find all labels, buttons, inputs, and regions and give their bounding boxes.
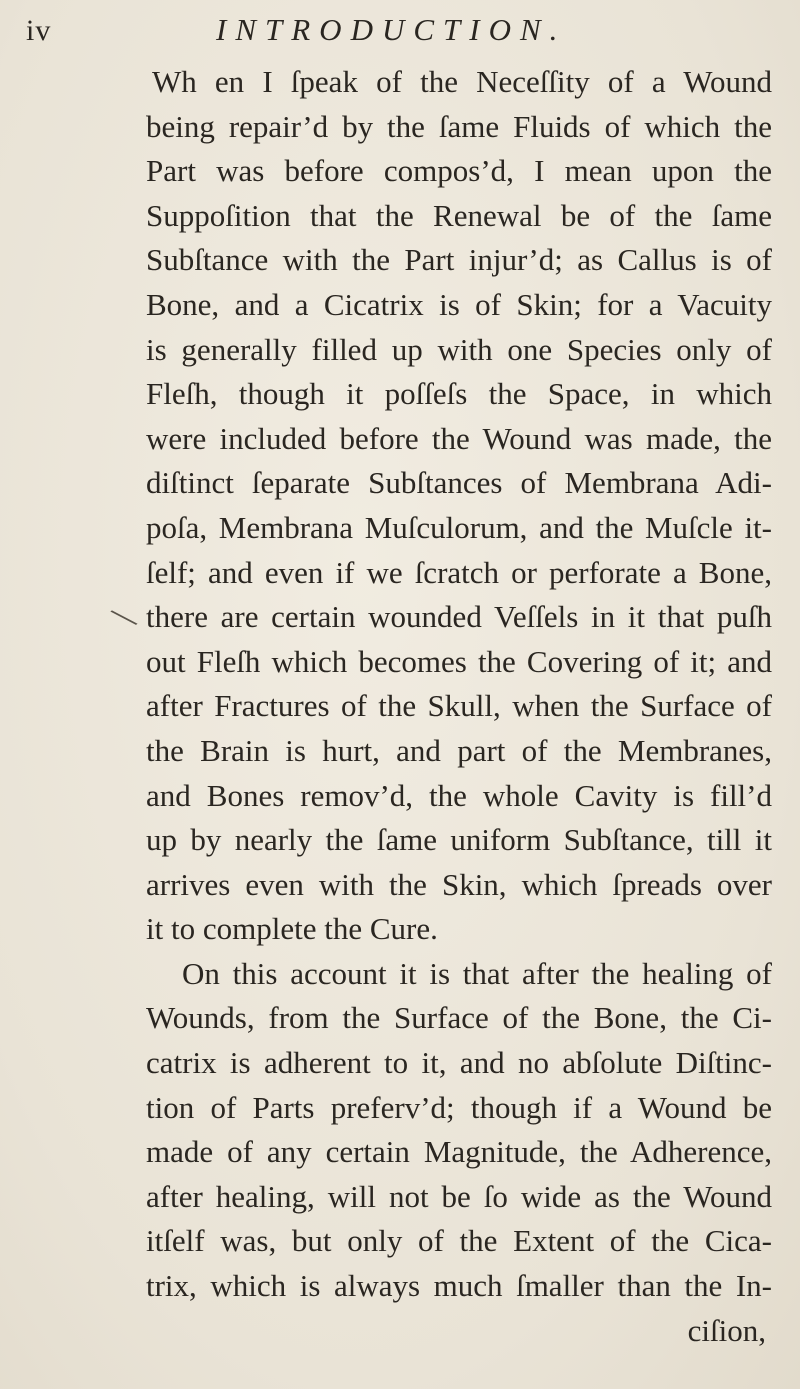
text-line: catrix is adherent to it, and no abſolute Diſtinc-: [146, 1045, 772, 1081]
margin-mark: ╲: [112, 604, 138, 633]
text-line: is generally filled up with one Species only of: [146, 331, 772, 367]
text-line: On this account it is that after the healing of: [182, 955, 772, 991]
text-line: there are certain wounded Veſſels in it that puſh: [146, 599, 772, 635]
text-line: Fleſh, though it poſſeſs the Space, in which: [146, 376, 772, 412]
text-line: out Fleſh which becomes the Covering of it; and: [146, 643, 772, 679]
text-line: arrives even with the Skin, which ſpreads over: [146, 866, 772, 902]
text-line: Subſtance with the Part injur’d; as Callus is of: [146, 242, 772, 278]
text-line: tion of Parts preferv’d; though if a Wound be: [146, 1089, 772, 1125]
running-head: INTRODUCTION.: [216, 12, 567, 47]
text-line: being repair’d by the ſame Fluids of which the: [146, 108, 772, 144]
text-line: itſelf was, but only of the Extent of the Cica-: [146, 1223, 772, 1259]
text-line: were included before the Wound was made, the: [146, 420, 772, 456]
text-line: it to complete the Cure.: [146, 911, 438, 947]
text-line: poſa, Membrana Muſculorum, and the Muſcle it-: [146, 509, 772, 545]
text-line: Part was before compos’d, I mean upon the: [146, 153, 772, 189]
page-number: iv: [26, 14, 52, 47]
text-line: Suppoſition that the Renewal be of the ſame: [146, 197, 772, 233]
text-line: after Fractures of the Skull, when the Surface of: [146, 688, 772, 724]
text-line: trix, which is always much ſmaller than the In-: [146, 1268, 772, 1304]
text-line: Bone, and a Cicatrix is of Skin; for a Vacuity: [146, 286, 772, 322]
text-line: after healing, will not be ſo wide as the Wound: [146, 1178, 772, 1214]
text-line: Wounds, from the Surface of the Bone, the Ci-: [146, 1000, 772, 1036]
catchword-line: ciſion,: [687, 1312, 766, 1348]
text-line: Wh en I ſpeak of the Neceſſity of a Wound: [152, 64, 772, 99]
text-line: and Bones remov’d, the whole Cavity is fill’d: [146, 777, 772, 813]
text-line: up by nearly the ſame uniform Subſtance, till it: [146, 822, 772, 858]
text-line: ſelf; and even if we ſcratch or perforate a Bone,: [146, 554, 772, 590]
text-line: made of any certain Magnitude, the Adherence,: [146, 1134, 772, 1170]
body-text: [146, 60, 772, 1353]
text-line: the Brain is hurt, and part of the Membranes,: [146, 732, 772, 768]
text-line: diſtinct ſeparate Subſtances of Membrana Adi-: [146, 465, 772, 501]
